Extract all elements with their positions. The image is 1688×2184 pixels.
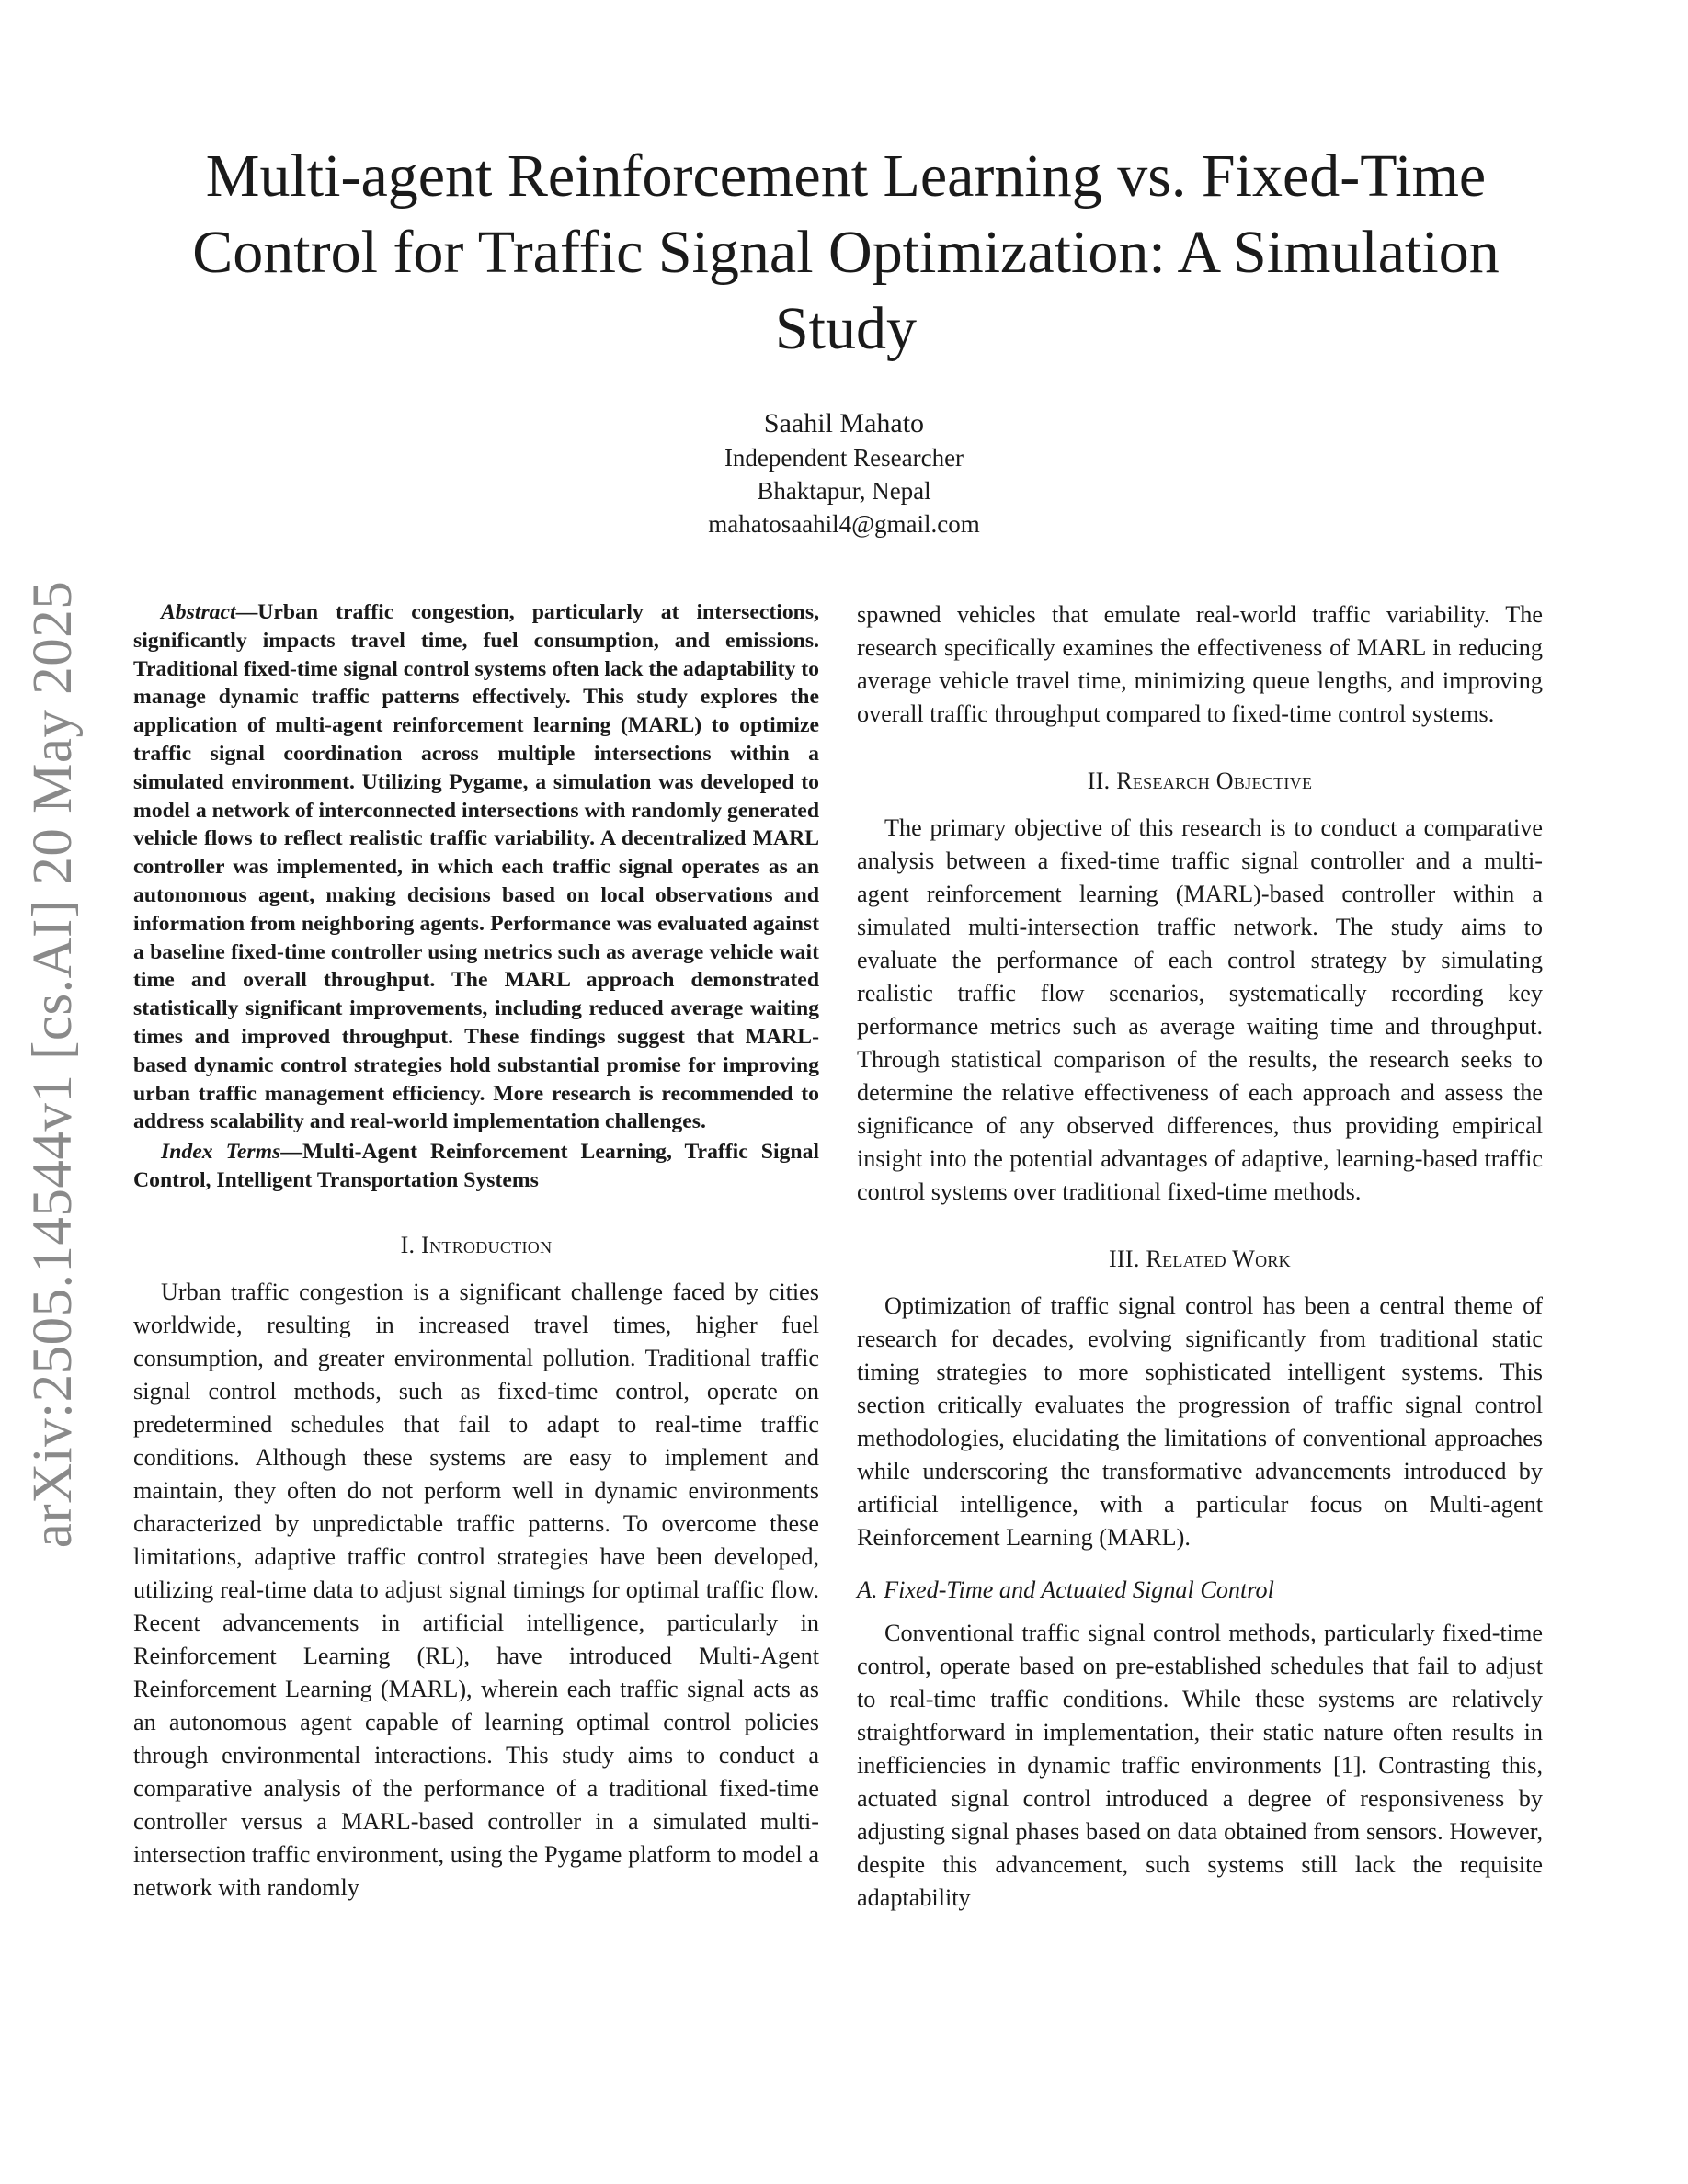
abstract-text: —Urban traffic congestion, particularly at intersections, significantly impacts travel time, fuel consumption, and emissions. Traditional fixed-time signal control systems often lack the adaptability to manage dynamic traffic patterns effectively. This study explores the application of multi-agent reinforcement learning (MARL) to optimize traffic signal coordination across multiple intersections within a simulated environment. Utilizing Pygame, a simulation was developed to model a network of interconnected intersections with randomly generated vehicle flows to reflect realistic traffic variability. A decentralized MARL controller was implemented, in which each traffic signal operates as an autonomous agent, making decisions based on local observations and information from neighboring agents. Performance was evaluated against a baseline fixed-time controller using metrics such as average vehicle wait time and overall throughput. The MARL approach demonstrated statistically significant improvements, including reduced average waiting times and improved throughput. These findings suggest that MARL-based dynamic control strategies hold substantial promise for improving urban traffic management efficiency. More research is recommended to address scalability and real-world implementation challenges.: [133, 600, 819, 1134]
subsection-heading-fixed-time: A. Fixed-Time and Actuated Signal Control: [857, 1576, 1274, 1603]
author-email: mahatosaahil4@gmail.com: [708, 510, 980, 538]
index-terms: [133, 1138, 819, 1195]
introduction-continuation: spawned vehicles that emulate real-world traffic variability. The research specifically examines the effectiveness of MARL in reducing average vehicle travel time, minimizing queue lengths, and improving overall traffic throughput compared to fixed-time control systems.: [857, 601, 1543, 727]
right-column: [857, 598, 1543, 1915]
section-heading-introduction: I. Introduction: [400, 1231, 553, 1258]
introduction-paragraph: Urban traffic congestion is a significant challenge faced by cities worldwide, resulting in increased travel times, higher fuel consumption, and greater environmental pollution. Traditional traffic signal control methods, such as fixed-time control, operate on predetermined schedules that fail to adapt to real-time traffic conditions. Although these systems are easy to implement and maintain, they often do not perform well in dynamic environments characterized by unpredictable traffic patterns. To overcome these limitations, adaptive traffic control strategies have been developed, utilizing real-time data to adjust signal timings for optimal traffic flow. Recent advancements in artificial intelligence, particularly in Reinforcement Learning (RL), have introduced Multi-Agent Reinforcement Learning (MARL), wherein each traffic signal acts as an autonomous agent capable of learning optimal control policies through environmental interactions. This study aims to conduct a comparative analysis of the performance of a traditional fixed-time controller versus a MARL-based controller in a simulated multi-intersection traffic environment, using the Pygame platform to model a network with randomly: [133, 1278, 819, 1901]
left-column: [133, 598, 819, 1905]
author-name: Saahil Mahato: [763, 408, 925, 438]
fixed-time-paragraph: Conventional traffic signal control methods, particularly fixed-time control, operate based on pre-established schedules that fail to adjust to real-time traffic conditions. While these systems are relatively straightforward in implementation, their static nature often results in inefficiencies in dynamic traffic environments [1]. Contrasting this, actuated signal control introduced a degree of responsiveness by adjusting signal phases based on data obtained from sensors. However, despite this advancement, such systems still lack the requisite adaptability: [857, 1620, 1543, 1911]
author-affiliation: Independent Researcher: [724, 444, 964, 472]
paper-title: Multi-agent Reinforcement Learning vs. Fixed-Time Control for Traffic Signal Optimization: A Simulation Study: [192, 142, 1500, 362]
index-terms-text: —Multi-Agent Reinforcement Learning, Traffic Signal Control, Intelligent Transportation Systems: [133, 1140, 819, 1192]
section-heading-related-work: III. Related Work: [1109, 1246, 1291, 1272]
research-objective-paragraph: The primary objective of this research is to conduct a comparative analysis between a fixed-time traffic signal controller and a multi-agent reinforcement learning (MARL)-based controller within a simulated multi-intersection traffic network. The study aims to evaluate the performance of each control strategy by simulating realistic traffic flow scenarios, systematically recording key performance metrics such as average waiting time and throughput. Through statistical comparison of the results, the research seeks to determine the relative effectiveness of each approach and assess the significance of any observed differences, thus providing empirical insight into the potential advantages of adaptive, learning-based traffic control systems over traditional fixed-time methods.: [857, 814, 1543, 1205]
author-block: [0, 406, 1688, 540]
abstract: [133, 598, 819, 1136]
author-location: Bhaktapur, Nepal: [757, 477, 931, 505]
related-work-paragraph: Optimization of traffic signal control has been a central theme of research for decades, evolving significantly from traditional static timing strategies to more sophisticated intelligent systems. This section critically evaluates the progression of traffic signal control methodologies, elucidating the limitations of conventional approaches while underscoring the transformative advancements introduced by artificial intelligence, with a particular focus on Multi-agent Reinforcement Learning (MARL).: [857, 1292, 1543, 1551]
abstract-label: Abstract: [161, 600, 236, 624]
index-terms-label: Index Terms: [161, 1140, 281, 1165]
section-heading-research-objective: II. Research Objective: [1087, 768, 1313, 794]
arxiv-identifier: arXiv:2505.14544v1 [cs.AI] 20 May 2025: [22, 580, 84, 1549]
